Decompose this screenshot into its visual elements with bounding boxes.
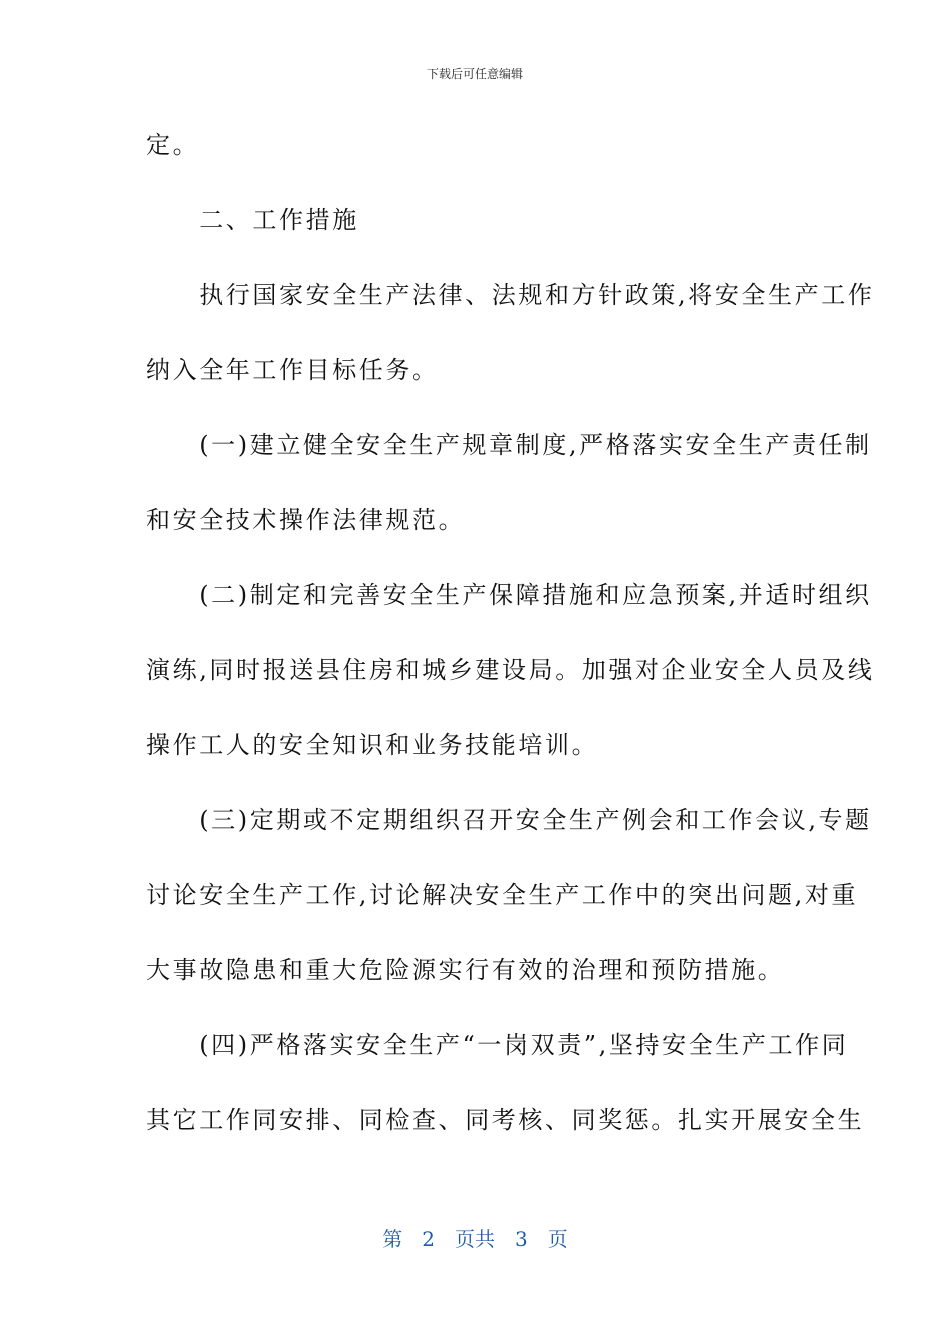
body-line: 其它工作同安排、同检查、同考核、同奖惩。扎实开展安全生 bbox=[146, 1106, 865, 1134]
body-line: 演练,同时报送县住房和城乡建设局。加强对企业安全人员及线 bbox=[146, 656, 875, 684]
body-line: (三)定期或不定期组织召开安全生产例会和工作会议,专题 bbox=[146, 806, 872, 834]
page-number-footer: 第 2 页共 3 页 bbox=[382, 1227, 568, 1251]
body-line: 定。 bbox=[146, 131, 200, 159]
body-line: 执行国家安全生产法律、法规和方针政策,将安全生产工作 bbox=[146, 281, 875, 309]
body-line: 纳入全年工作目标任务。 bbox=[146, 356, 439, 384]
body-line: 操作工人的安全知识和业务技能培训。 bbox=[146, 731, 599, 759]
section-heading: 二、工作措施 bbox=[146, 206, 359, 234]
body-line: (一)建立健全安全生产规章制度,严格落实安全生产责任制 bbox=[146, 431, 872, 459]
body-line: 大事故隐患和重大危险源实行有效的治理和预防措施。 bbox=[146, 956, 785, 984]
body-line: 和安全技术操作法律规范。 bbox=[146, 506, 466, 534]
body-line: (四)严格落实安全生产“一岗双责”,坚持安全生产工作同 bbox=[146, 1031, 849, 1059]
page-header: 下载后可任意编辑 bbox=[426, 67, 523, 81]
body-line: 讨论安全生产工作,讨论解决安全生产工作中的突出问题,对重 bbox=[146, 881, 859, 909]
body-line: (二)制定和完善安全生产保障措施和应急预案,并适时组织 bbox=[146, 581, 872, 609]
